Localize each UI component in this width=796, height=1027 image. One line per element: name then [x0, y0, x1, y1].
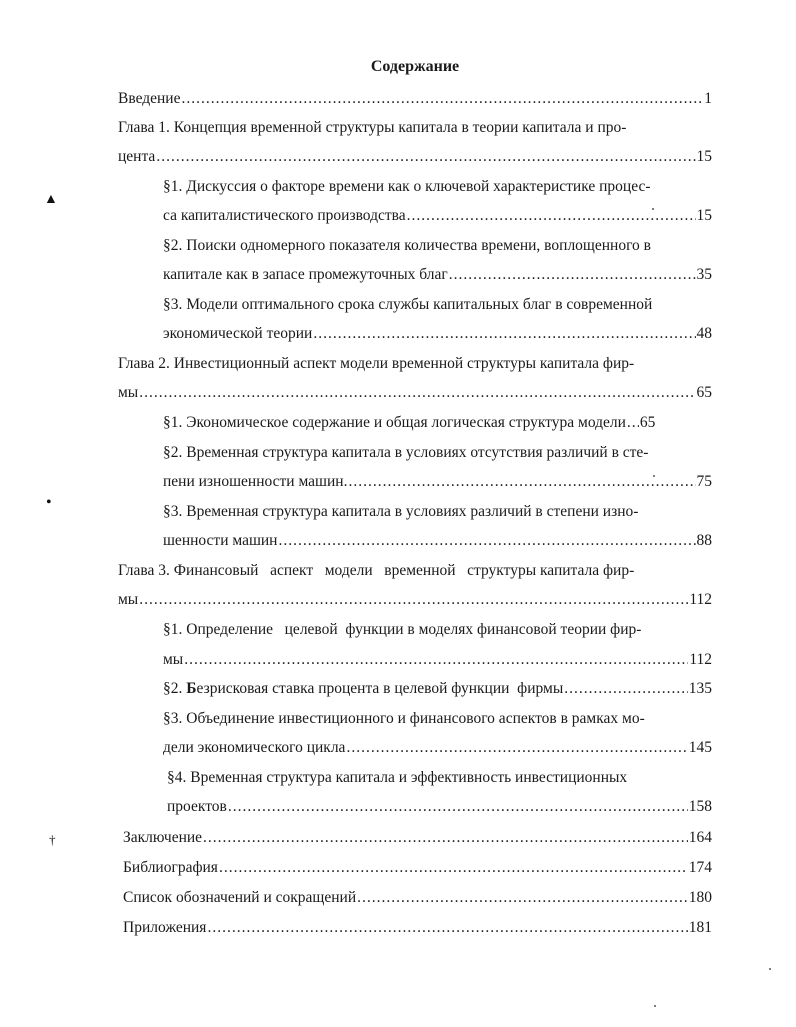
dot-leader: [181, 87, 703, 111]
toc-entry-text: Введение: [118, 90, 181, 107]
dot-leader: [278, 529, 695, 553]
toc-entry-text-line1: §3. Модели оптимального срока службы капитальных благ в современной: [163, 296, 653, 313]
toc-entry-bold-letter: Б: [186, 680, 197, 697]
toc-entry-text: мы: [118, 384, 139, 401]
toc-entry-text: экономической теории: [163, 325, 313, 342]
toc-entry-text: мы: [163, 651, 184, 668]
toc-section-1-1-line2: [163, 204, 712, 228]
toc-entry-text-line1: §3. Объединение инвестиционного и финансового аспектов в рамках мо-: [163, 710, 645, 727]
toc-entry-text: проектов: [167, 798, 227, 815]
toc-entry-page: 180: [688, 889, 712, 906]
toc-section-3-1-line1: [163, 618, 712, 642]
dot-leader: [564, 677, 688, 701]
toc-entry-page: 158: [688, 798, 712, 815]
toc-entry-text-line1: Глава 1. Концепция временной структуры капитала в теории капитала и про-: [118, 119, 627, 136]
dot-leader: [313, 322, 695, 346]
toc-section-3-1-line2: [163, 648, 712, 672]
dot-leader: [346, 736, 687, 760]
toc-entry-page: 112: [689, 651, 712, 668]
toc-section-3-4-line1: [167, 766, 712, 790]
toc-section-2-1: [163, 411, 712, 435]
toc-entry-conclusion: [123, 826, 712, 850]
toc-section-1-1-line1: [163, 175, 712, 199]
dot-leader: [228, 795, 688, 819]
toc-entry-text-wrap: [163, 677, 563, 701]
toc-entry-text: цента: [118, 148, 156, 165]
toc-entry-page: 1: [704, 90, 712, 107]
toc-entry-text-line1: §1. Определение целевой функции в моделях финансовой теории фир-: [163, 621, 642, 638]
toc-entry-text: Список обозначений и сокращений: [123, 889, 357, 906]
toc-entry-page: 35: [696, 266, 712, 283]
toc-chapter-2-line1: [118, 352, 712, 376]
scan-artifact-speck: [654, 1005, 656, 1007]
scan-artifact-mark: †: [49, 832, 56, 847]
toc-entry-text: са капиталистического производства: [163, 207, 406, 224]
toc-entry-text: Библиография: [123, 859, 218, 876]
toc-chapter-1-line1: [118, 116, 712, 140]
scan-artifact-mark: ▲: [44, 192, 58, 207]
toc-section-2-2-line2: [163, 470, 712, 494]
toc-entry-page: 112: [689, 591, 712, 608]
toc-section-3-3-line2: [163, 736, 712, 760]
toc-entry-text-line1: §2. Поиски одномерного показателя количества времени, воплощенного в: [163, 237, 651, 254]
toc-entry-introduction: [118, 87, 712, 111]
toc-entry-page: 65: [639, 414, 656, 431]
dot-leader: [139, 381, 695, 405]
toc-entry-text: Заключение: [123, 829, 203, 846]
dot-leader: [184, 648, 688, 672]
toc-entry-text-line1: §2. Временная структура капитала в условиях отсутствия различий в сте-: [163, 444, 649, 461]
toc-entry-text-line1: §1. Дискуссия о факторе времени как о ключевой характеристике процес-: [163, 178, 651, 195]
scan-artifact-speck: [652, 208, 654, 210]
toc-section-2-3-line1: [163, 500, 712, 524]
dot-leader: [357, 886, 688, 910]
toc-entry-page: 181: [688, 919, 712, 936]
scan-artifact-speck: [769, 968, 771, 970]
dot-leader: [348, 470, 695, 494]
toc-entry-text-line1: §4. Временная структура капитала и эффективность инвестиционных: [167, 769, 628, 786]
toc-section-3-4-line2: [167, 795, 712, 819]
toc-entry-text: капитале как в запасе промежуточных благ: [163, 266, 448, 283]
toc-chapter-2-line2: [118, 381, 712, 405]
toc-section-2-2-line1: [163, 441, 712, 465]
toc-entry-abbreviations: [123, 886, 712, 910]
toc-section-3-3-line1: [163, 707, 712, 731]
toc-section-2-3-line2: [163, 529, 712, 553]
toc-chapter-3-line2: [118, 588, 712, 612]
toc-entry-page: 88: [696, 532, 712, 549]
toc-entry-text: мы: [118, 591, 139, 608]
dot-leader: [156, 145, 695, 169]
toc-entry-page: 174: [688, 859, 712, 876]
toc-entry-page: 15: [696, 207, 712, 224]
toc-entry-appendices: [123, 916, 712, 940]
toc-entry-page: 75: [696, 473, 712, 490]
toc-entry-page: 164: [688, 829, 712, 846]
toc-entry-page: 48: [696, 325, 712, 342]
toc-entry-text: езрисковая ставка процента в целевой функции фирмы: [196, 680, 564, 697]
toc-entry-page: 135: [688, 680, 712, 697]
dot-leader: [449, 263, 696, 287]
toc-chapter-1-line2: [118, 145, 712, 169]
toc-entry-prefix: §2.: [163, 680, 187, 697]
toc-entry-text: шенности машин: [163, 532, 278, 549]
toc-section-3-2: [163, 677, 712, 701]
page-title: Содержание: [370, 58, 460, 75]
toc-entry-text: §1. Экономическое содержание и общая логическая структура модели: [163, 414, 626, 431]
toc-chapter-3-line1: [118, 559, 712, 583]
toc-section-1-2-line2: [163, 263, 712, 287]
toc-entry-text: дели экономического цикла: [163, 739, 346, 756]
toc-entry-text-line1: Глава 2. Инвестиционный аспект модели временной структуры капитала фир-: [118, 355, 635, 372]
dot-leader: [627, 411, 639, 435]
toc-entry-page: 145: [688, 739, 712, 756]
toc-entry-text-line1: Глава 3. Финансовый аспект модели временной структуры капитала фир-: [118, 562, 635, 579]
toc-entry-text-line1: §3. Временная структура капитала в условиях различий в степени изно-: [163, 503, 639, 520]
scan-artifact-speck: [653, 475, 655, 477]
scan-artifact-mark: •: [46, 494, 52, 511]
toc-section-1-2-line1: [163, 234, 712, 258]
toc-section-1-3-line2: [163, 322, 712, 346]
toc-section-1-3-line1: [163, 293, 712, 317]
dot-leader: [139, 588, 688, 612]
dot-leader: [219, 856, 688, 880]
toc-entry-text: Приложения: [123, 919, 207, 936]
dot-leader: [203, 826, 688, 850]
toc-entry-text: пени изношенности машин.: [163, 473, 348, 490]
toc-entry-page: 65: [696, 384, 712, 401]
toc-entry-bibliography: [123, 856, 712, 880]
dot-leader: [207, 916, 687, 940]
toc-entry-page: 15: [696, 148, 712, 165]
